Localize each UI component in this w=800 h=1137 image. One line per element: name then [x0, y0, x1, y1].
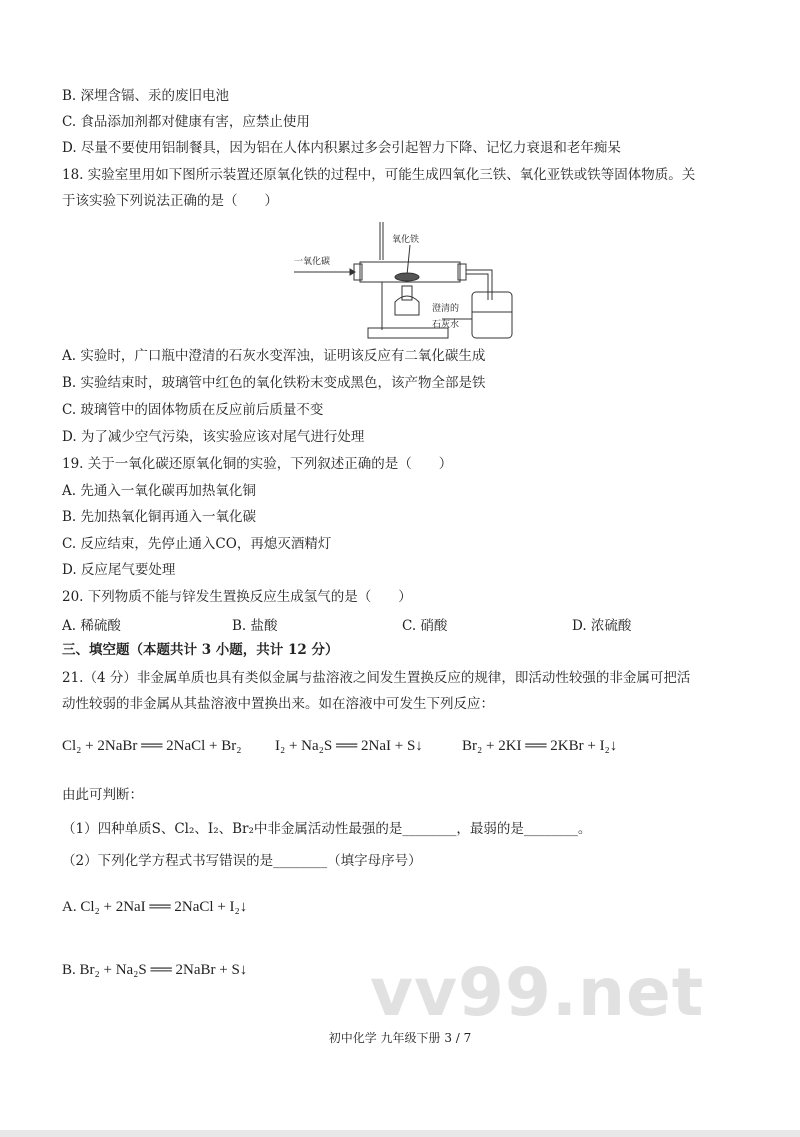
q21-part2: （2）下列化学方程式书写错误的是________（填字母序号） — [62, 853, 422, 869]
equation-1: Cl₂ + 2NaBr ══ 2NaCl + Br₂ — [62, 738, 242, 754]
page-footer: 初中化学 九年级下册 3 / 7 — [328, 1031, 472, 1045]
q19-stem: 19. 关于一氧化碳还原氧化铜的实验，下列叙述正确的是（ ） — [62, 456, 453, 472]
q18-option-c: C. 玻璃管中的固体物质在反应前后质量不变 — [62, 402, 324, 418]
q19-option-b: B. 先加热氧化铜再通入一氧化碳 — [62, 509, 257, 525]
q18-option-a: A. 实验时，广口瓶中澄清的石灰水变浑浊，证明该反应有二氧化碳生成 — [62, 348, 486, 364]
label-fe2o3: 氧化铁 — [392, 235, 420, 245]
page-bottom-edge — [0, 1130, 800, 1137]
equation-2: I₂ + Na₂S ══ 2NaI + S↓ — [275, 738, 423, 754]
q17-option-d: D. 尽量不要使用铝制餐具，因为铝在人体内积累过多会引起智力下降、记忆力衰退和老年痴呆 — [62, 140, 621, 156]
q19-option-c: C. 反应结束，先停止通入CO，再熄灭酒精灯 — [62, 536, 332, 552]
q21-option-a: A. Cl₂ + 2NaI ══ 2NaCl + I₂↓ — [62, 899, 248, 915]
q19-option-a: A. 先通入一氧化碳再加热氧化铜 — [62, 483, 256, 499]
q20-option-d: D. 浓硫酸 — [572, 618, 632, 634]
label-limewater-2: 石灰水 — [432, 320, 460, 330]
q21-option-b: B. Br₂ + Na₂S ══ 2NaBr + S↓ — [62, 962, 248, 978]
q18-option-d: D. 为了减少空气污染，该实验应该对尾气进行处理 — [62, 429, 365, 445]
q20-stem: 20. 下列物质不能与锌发生置换反应生成氢气的是（ ） — [62, 589, 412, 605]
equation-3: Br₂ + 2KI ══ 2KBr + I₂↓ — [462, 738, 618, 754]
q21-stem-line2: 动性较弱的非金属从其盐溶液中置换出来。如在溶液中可发生下列反应： — [62, 696, 494, 712]
q17-option-c: C. 食品添加剂都对健康有害，应禁止使用 — [62, 114, 310, 130]
label-co: 一氧化碳 — [294, 257, 331, 267]
q20-options — [62, 614, 742, 634]
q18-stem-line1: 18. 实验室里用如下图所示装置还原氧化铁的过程中，可能生成四氧化三铁、氧化亚铁或铁等固体物质。关 — [62, 167, 696, 183]
label-limewater-1: 澄清的 — [432, 304, 460, 314]
q21-part1: （1）四种单质S、Cl₂、I₂、Br₂中非金属活动性最强的是________，最弱的是________。 — [62, 821, 592, 837]
watermark: vv99.net — [370, 954, 705, 1031]
section-heading: 三、填空题（本题共计 3 小题，共计 12 分） — [62, 642, 339, 658]
q20-option-a: A. 稀硫酸 — [62, 618, 121, 634]
q20-option-c: C. 硝酸 — [402, 618, 448, 634]
q21-stem-line1: 21.（4 分）非金属单质也具有类似金属与盐溶液之间发生置换反应的规律，即活动性较强的非金属可把活 — [62, 670, 691, 686]
q18-stem-line2: 于该实验下列说法正确的是（ ） — [62, 193, 278, 209]
q18-option-b: B. 实验结束时，玻璃管中红色的氧化铁粉末变成黑色，该产物全部是铁 — [62, 375, 486, 391]
q21-judge: 由此可判断： — [62, 787, 143, 803]
q20-option-b: B. 盐酸 — [232, 618, 278, 634]
apparatus-diagram — [292, 220, 517, 342]
q19-option-d: D. 反应尾气要处理 — [62, 562, 176, 578]
q17-option-b: B. 深埋含镉、汞的废旧电池 — [62, 88, 230, 104]
